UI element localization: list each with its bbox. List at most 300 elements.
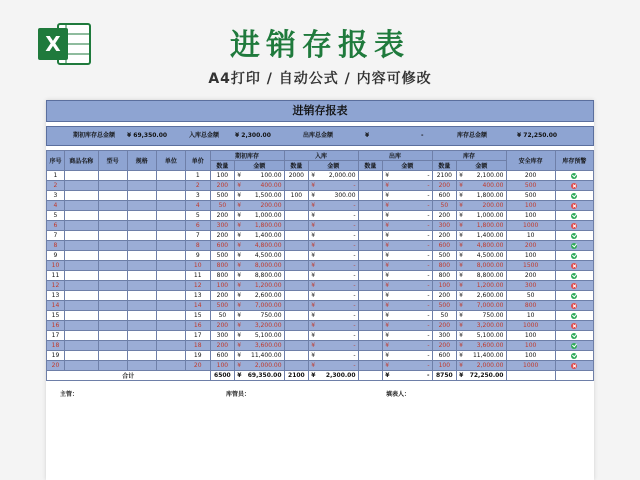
row-in-amount[interactable]: ¥ - [309,241,358,251]
row-unit[interactable] [156,191,185,201]
row-model[interactable] [98,331,127,341]
row-in-qty[interactable] [284,221,309,231]
row-in-qty[interactable] [284,251,309,261]
row-seq[interactable]: 4 [47,201,65,211]
row-stock-qty[interactable]: 600 [432,351,457,361]
row-opening-qty[interactable]: 100 [210,281,235,291]
row-alert[interactable] [555,261,593,271]
row-in-amount[interactable]: ¥ - [309,301,358,311]
row-unit[interactable] [156,201,185,211]
row-model[interactable] [98,361,127,371]
row-out-amount[interactable]: ¥ - [383,351,432,361]
row-safety-stock[interactable]: 200 [506,171,555,181]
row-stock-amount[interactable]: ¥ 1,800.00 [457,221,506,231]
row-model[interactable] [98,181,127,191]
row-name[interactable] [64,241,98,251]
row-alert[interactable] [555,291,593,301]
row-stock-qty[interactable]: 200 [432,341,457,351]
row-alert[interactable] [555,321,593,331]
row-name[interactable] [64,291,98,301]
row-seq[interactable]: 10 [47,261,65,271]
row-alert[interactable] [555,231,593,241]
row-opening-amount[interactable]: ¥ 1,200.00 [235,281,284,291]
row-price[interactable]: 14 [185,301,210,311]
row-spec[interactable] [127,191,156,201]
row-price[interactable]: 7 [185,231,210,241]
row-unit[interactable] [156,331,185,341]
row-stock-qty[interactable]: 200 [432,321,457,331]
row-safety-stock[interactable]: 100 [506,251,555,261]
row-price[interactable]: 6 [185,221,210,231]
row-in-qty[interactable] [284,211,309,221]
row-spec[interactable] [127,341,156,351]
row-name[interactable] [64,261,98,271]
row-alert[interactable] [555,211,593,221]
row-spec[interactable] [127,171,156,181]
row-out-qty[interactable] [358,311,383,321]
row-stock-qty[interactable]: 50 [432,311,457,321]
row-stock-amount[interactable]: ¥ 4,500.00 [457,251,506,261]
row-out-qty[interactable] [358,181,383,191]
row-safety-stock[interactable]: 100 [506,341,555,351]
row-alert[interactable] [555,361,593,371]
row-model[interactable] [98,191,127,201]
row-opening-qty[interactable]: 800 [210,261,235,271]
row-name[interactable] [64,341,98,351]
row-out-amount[interactable]: ¥ - [383,361,432,371]
row-price[interactable]: 17 [185,331,210,341]
row-opening-amount[interactable]: ¥ 5,100.00 [235,331,284,341]
row-opening-qty[interactable]: 200 [210,321,235,331]
row-safety-stock[interactable]: 800 [506,301,555,311]
row-price[interactable]: 2 [185,181,210,191]
row-name[interactable] [64,321,98,331]
row-opening-qty[interactable]: 200 [210,181,235,191]
row-price[interactable]: 3 [185,191,210,201]
row-model[interactable] [98,311,127,321]
row-in-amount[interactable]: ¥ - [309,291,358,301]
row-spec[interactable] [127,221,156,231]
row-seq[interactable]: 17 [47,331,65,341]
row-model[interactable] [98,341,127,351]
row-out-qty[interactable] [358,241,383,251]
row-spec[interactable] [127,301,156,311]
row-out-amount[interactable]: ¥ - [383,331,432,341]
row-stock-amount[interactable]: ¥ 1,000.00 [457,211,506,221]
row-stock-amount[interactable]: ¥ 1,800.00 [457,191,506,201]
row-in-qty[interactable] [284,231,309,241]
row-price[interactable]: 1 [185,171,210,181]
row-name[interactable] [64,221,98,231]
row-unit[interactable] [156,281,185,291]
row-in-qty[interactable] [284,331,309,341]
row-opening-qty[interactable]: 200 [210,231,235,241]
row-out-qty[interactable] [358,221,383,231]
row-name[interactable] [64,251,98,261]
row-spec[interactable] [127,361,156,371]
row-in-qty[interactable] [284,311,309,321]
row-opening-qty[interactable]: 200 [210,211,235,221]
row-in-amount[interactable]: ¥ 300.00 [309,191,358,201]
row-stock-qty[interactable]: 500 [432,301,457,311]
row-safety-stock[interactable]: 1500 [506,261,555,271]
row-opening-qty[interactable]: 200 [210,291,235,301]
row-spec[interactable] [127,321,156,331]
row-out-amount[interactable]: ¥ - [383,261,432,271]
row-spec[interactable] [127,181,156,191]
row-name[interactable] [64,181,98,191]
row-seq[interactable]: 15 [47,311,65,321]
row-unit[interactable] [156,301,185,311]
row-safety-stock[interactable]: 300 [506,281,555,291]
row-stock-qty[interactable]: 50 [432,201,457,211]
row-in-amount[interactable]: ¥ - [309,201,358,211]
row-safety-stock[interactable]: 500 [506,181,555,191]
row-safety-stock[interactable]: 500 [506,191,555,201]
row-stock-amount[interactable]: ¥ 750.00 [457,311,506,321]
row-name[interactable] [64,331,98,341]
row-seq[interactable]: 19 [47,351,65,361]
row-in-qty[interactable] [284,201,309,211]
row-opening-amount[interactable]: ¥ 8,000.00 [235,261,284,271]
row-model[interactable] [98,301,127,311]
row-opening-qty[interactable]: 50 [210,311,235,321]
row-alert[interactable] [555,171,593,181]
row-in-qty[interactable] [284,241,309,251]
row-out-amount[interactable]: ¥ - [383,281,432,291]
row-stock-amount[interactable]: ¥ 200.00 [457,201,506,211]
row-out-qty[interactable] [358,211,383,221]
row-opening-qty[interactable]: 500 [210,191,235,201]
row-opening-qty[interactable]: 200 [210,341,235,351]
row-name[interactable] [64,361,98,371]
row-opening-qty[interactable]: 800 [210,271,235,281]
row-stock-amount[interactable]: ¥ 2,100.00 [457,171,506,181]
row-seq[interactable]: 3 [47,191,65,201]
row-opening-amount[interactable]: ¥ 1,400.00 [235,231,284,241]
row-seq[interactable]: 13 [47,291,65,301]
row-stock-qty[interactable]: 500 [432,251,457,261]
row-unit[interactable] [156,271,185,281]
row-out-amount[interactable]: ¥ - [383,221,432,231]
row-in-amount[interactable]: ¥ - [309,351,358,361]
row-seq[interactable]: 12 [47,281,65,291]
row-stock-qty[interactable]: 200 [432,291,457,301]
row-name[interactable] [64,281,98,291]
row-model[interactable] [98,281,127,291]
row-out-amount[interactable]: ¥ - [383,311,432,321]
row-out-qty[interactable] [358,331,383,341]
row-stock-amount[interactable]: ¥ 11,400.00 [457,351,506,361]
row-alert[interactable] [555,311,593,321]
row-opening-qty[interactable]: 100 [210,171,235,181]
row-alert[interactable] [555,221,593,231]
row-safety-stock[interactable]: 1000 [506,321,555,331]
row-seq[interactable]: 7 [47,231,65,241]
row-price[interactable]: 5 [185,211,210,221]
row-spec[interactable] [127,251,156,261]
row-opening-qty[interactable]: 600 [210,351,235,361]
row-in-qty[interactable] [284,181,309,191]
row-out-qty[interactable] [358,261,383,271]
row-stock-amount[interactable]: ¥ 1,400.00 [457,231,506,241]
row-stock-amount[interactable]: ¥ 1,200.00 [457,281,506,291]
row-in-qty[interactable]: 100 [284,191,309,201]
row-stock-qty[interactable]: 200 [432,231,457,241]
row-in-amount[interactable]: ¥ 2,000.00 [309,171,358,181]
row-in-qty[interactable] [284,261,309,271]
row-stock-qty[interactable]: 200 [432,181,457,191]
row-stock-amount[interactable]: ¥ 3,200.00 [457,321,506,331]
row-spec[interactable] [127,351,156,361]
row-opening-amount[interactable]: ¥ 7,000.00 [235,301,284,311]
row-name[interactable] [64,171,98,181]
row-in-qty[interactable] [284,301,309,311]
row-opening-amount[interactable]: ¥ 8,800.00 [235,271,284,281]
row-in-qty[interactable] [284,271,309,281]
row-stock-qty[interactable]: 100 [432,361,457,371]
row-stock-amount[interactable]: ¥ 3,600.00 [457,341,506,351]
row-safety-stock[interactable]: 1000 [506,361,555,371]
row-in-qty[interactable] [284,321,309,331]
row-opening-amount[interactable]: ¥ 4,800.00 [235,241,284,251]
row-opening-amount[interactable]: ¥ 1,500.00 [235,191,284,201]
row-price[interactable]: 20 [185,361,210,371]
row-unit[interactable] [156,251,185,261]
row-spec[interactable] [127,241,156,251]
row-stock-qty[interactable]: 100 [432,281,457,291]
row-out-amount[interactable]: ¥ - [383,201,432,211]
row-unit[interactable] [156,181,185,191]
row-stock-qty[interactable]: 200 [432,211,457,221]
row-opening-qty[interactable]: 100 [210,361,235,371]
row-stock-amount[interactable]: ¥ 400.00 [457,181,506,191]
row-name[interactable] [64,271,98,281]
row-alert[interactable] [555,201,593,211]
row-spec[interactable] [127,261,156,271]
row-in-qty[interactable] [284,351,309,361]
row-price[interactable]: 11 [185,271,210,281]
row-seq[interactable]: 6 [47,221,65,231]
row-out-qty[interactable] [358,231,383,241]
row-seq[interactable]: 2 [47,181,65,191]
row-out-qty[interactable] [358,291,383,301]
row-in-amount[interactable]: ¥ - [309,331,358,341]
row-opening-qty[interactable]: 300 [210,331,235,341]
row-seq[interactable]: 11 [47,271,65,281]
row-opening-amount[interactable]: ¥ 11,400.00 [235,351,284,361]
row-seq[interactable]: 1 [47,171,65,181]
row-in-amount[interactable]: ¥ - [309,361,358,371]
row-out-qty[interactable] [358,321,383,331]
row-stock-qty[interactable]: 600 [432,191,457,201]
row-out-qty[interactable] [358,281,383,291]
row-model[interactable] [98,241,127,251]
row-spec[interactable] [127,291,156,301]
row-model[interactable] [98,261,127,271]
row-unit[interactable] [156,221,185,231]
row-stock-qty[interactable]: 2100 [432,171,457,181]
row-out-amount[interactable]: ¥ - [383,191,432,201]
row-opening-amount[interactable]: ¥ 2,600.00 [235,291,284,301]
row-out-amount[interactable]: ¥ - [383,271,432,281]
row-out-qty[interactable] [358,341,383,351]
row-model[interactable] [98,291,127,301]
row-model[interactable] [98,171,127,181]
row-opening-qty[interactable]: 500 [210,301,235,311]
row-stock-amount[interactable]: ¥ 2,000.00 [457,361,506,371]
row-out-qty[interactable] [358,251,383,261]
row-model[interactable] [98,271,127,281]
row-stock-amount[interactable]: ¥ 5,100.00 [457,331,506,341]
row-alert[interactable] [555,341,593,351]
row-out-qty[interactable] [358,301,383,311]
row-in-amount[interactable]: ¥ - [309,251,358,261]
row-opening-amount[interactable]: ¥ 400.00 [235,181,284,191]
row-unit[interactable] [156,311,185,321]
row-seq[interactable]: 5 [47,211,65,221]
row-stock-qty[interactable]: 600 [432,241,457,251]
row-spec[interactable] [127,211,156,221]
row-price[interactable]: 16 [185,321,210,331]
row-out-qty[interactable] [358,271,383,281]
row-price[interactable]: 9 [185,251,210,261]
row-out-qty[interactable] [358,191,383,201]
row-out-amount[interactable]: ¥ - [383,241,432,251]
row-seq[interactable]: 18 [47,341,65,351]
row-alert[interactable] [555,251,593,261]
row-unit[interactable] [156,291,185,301]
row-unit[interactable] [156,231,185,241]
row-seq[interactable]: 16 [47,321,65,331]
row-spec[interactable] [127,311,156,321]
row-out-amount[interactable]: ¥ - [383,301,432,311]
row-out-amount[interactable]: ¥ - [383,231,432,241]
row-seq[interactable]: 8 [47,241,65,251]
row-price[interactable]: 15 [185,311,210,321]
row-in-qty[interactable] [284,281,309,291]
row-in-amount[interactable]: ¥ - [309,271,358,281]
row-safety-stock[interactable]: 50 [506,291,555,301]
row-safety-stock[interactable]: 1000 [506,221,555,231]
row-seq[interactable]: 20 [47,361,65,371]
row-out-amount[interactable]: ¥ - [383,321,432,331]
row-alert[interactable] [555,181,593,191]
row-alert[interactable] [555,301,593,311]
row-model[interactable] [98,351,127,361]
row-out-amount[interactable]: ¥ - [383,251,432,261]
row-out-qty[interactable] [358,201,383,211]
row-name[interactable] [64,311,98,321]
row-opening-amount[interactable]: ¥ 3,600.00 [235,341,284,351]
row-in-amount[interactable]: ¥ - [309,311,358,321]
row-alert[interactable] [555,191,593,201]
row-model[interactable] [98,321,127,331]
row-stock-amount[interactable]: ¥ 7,000.00 [457,301,506,311]
row-out-amount[interactable]: ¥ - [383,211,432,221]
row-alert[interactable] [555,241,593,251]
row-safety-stock[interactable]: 100 [506,201,555,211]
row-stock-qty[interactable]: 300 [432,331,457,341]
row-unit[interactable] [156,351,185,361]
row-stock-qty[interactable]: 800 [432,261,457,271]
row-in-amount[interactable]: ¥ - [309,321,358,331]
row-alert[interactable] [555,351,593,361]
row-opening-amount[interactable]: ¥ 750.00 [235,311,284,321]
row-in-qty[interactable] [284,361,309,371]
row-in-amount[interactable]: ¥ - [309,341,358,351]
row-out-amount[interactable]: ¥ - [383,171,432,181]
row-price[interactable]: 10 [185,261,210,271]
row-out-amount[interactable]: ¥ - [383,291,432,301]
row-spec[interactable] [127,201,156,211]
row-opening-qty[interactable]: 600 [210,241,235,251]
row-spec[interactable] [127,231,156,241]
row-unit[interactable] [156,261,185,271]
row-opening-amount[interactable]: ¥ 100.00 [235,171,284,181]
row-safety-stock[interactable]: 100 [506,331,555,341]
row-in-qty[interactable]: 2000 [284,171,309,181]
row-spec[interactable] [127,331,156,341]
row-in-amount[interactable]: ¥ - [309,261,358,271]
row-safety-stock[interactable]: 200 [506,241,555,251]
row-opening-qty[interactable]: 50 [210,201,235,211]
row-model[interactable] [98,211,127,221]
row-out-qty[interactable] [358,171,383,181]
row-model[interactable] [98,221,127,231]
row-price[interactable]: 19 [185,351,210,361]
row-stock-amount[interactable]: ¥ 4,800.00 [457,241,506,251]
row-in-qty[interactable] [284,341,309,351]
row-safety-stock[interactable]: 10 [506,231,555,241]
row-model[interactable] [98,201,127,211]
row-opening-amount[interactable]: ¥ 1,000.00 [235,211,284,221]
row-unit[interactable] [156,171,185,181]
row-out-amount[interactable]: ¥ - [383,181,432,191]
row-price[interactable]: 8 [185,241,210,251]
row-out-qty[interactable] [358,361,383,371]
row-stock-amount[interactable]: ¥ 8,000.00 [457,261,506,271]
row-name[interactable] [64,191,98,201]
row-alert[interactable] [555,271,593,281]
row-stock-qty[interactable]: 800 [432,271,457,281]
row-opening-amount[interactable]: ¥ 3,200.00 [235,321,284,331]
row-safety-stock[interactable]: 200 [506,271,555,281]
row-safety-stock[interactable]: 100 [506,351,555,361]
row-opening-qty[interactable]: 300 [210,221,235,231]
row-alert[interactable] [555,281,593,291]
row-unit[interactable] [156,211,185,221]
row-price[interactable]: 13 [185,291,210,301]
row-opening-amount[interactable]: ¥ 4,500.00 [235,251,284,261]
row-in-amount[interactable]: ¥ - [309,221,358,231]
row-price[interactable]: 12 [185,281,210,291]
row-opening-amount[interactable]: ¥ 2,000.00 [235,361,284,371]
row-spec[interactable] [127,281,156,291]
row-opening-qty[interactable]: 500 [210,251,235,261]
row-seq[interactable]: 14 [47,301,65,311]
row-in-amount[interactable]: ¥ - [309,181,358,191]
row-name[interactable] [64,211,98,221]
row-out-amount[interactable]: ¥ - [383,341,432,351]
row-name[interactable] [64,301,98,311]
row-unit[interactable] [156,241,185,251]
row-in-qty[interactable] [284,291,309,301]
row-stock-qty[interactable]: 300 [432,221,457,231]
row-alert[interactable] [555,331,593,341]
row-price[interactable]: 18 [185,341,210,351]
row-spec[interactable] [127,271,156,281]
